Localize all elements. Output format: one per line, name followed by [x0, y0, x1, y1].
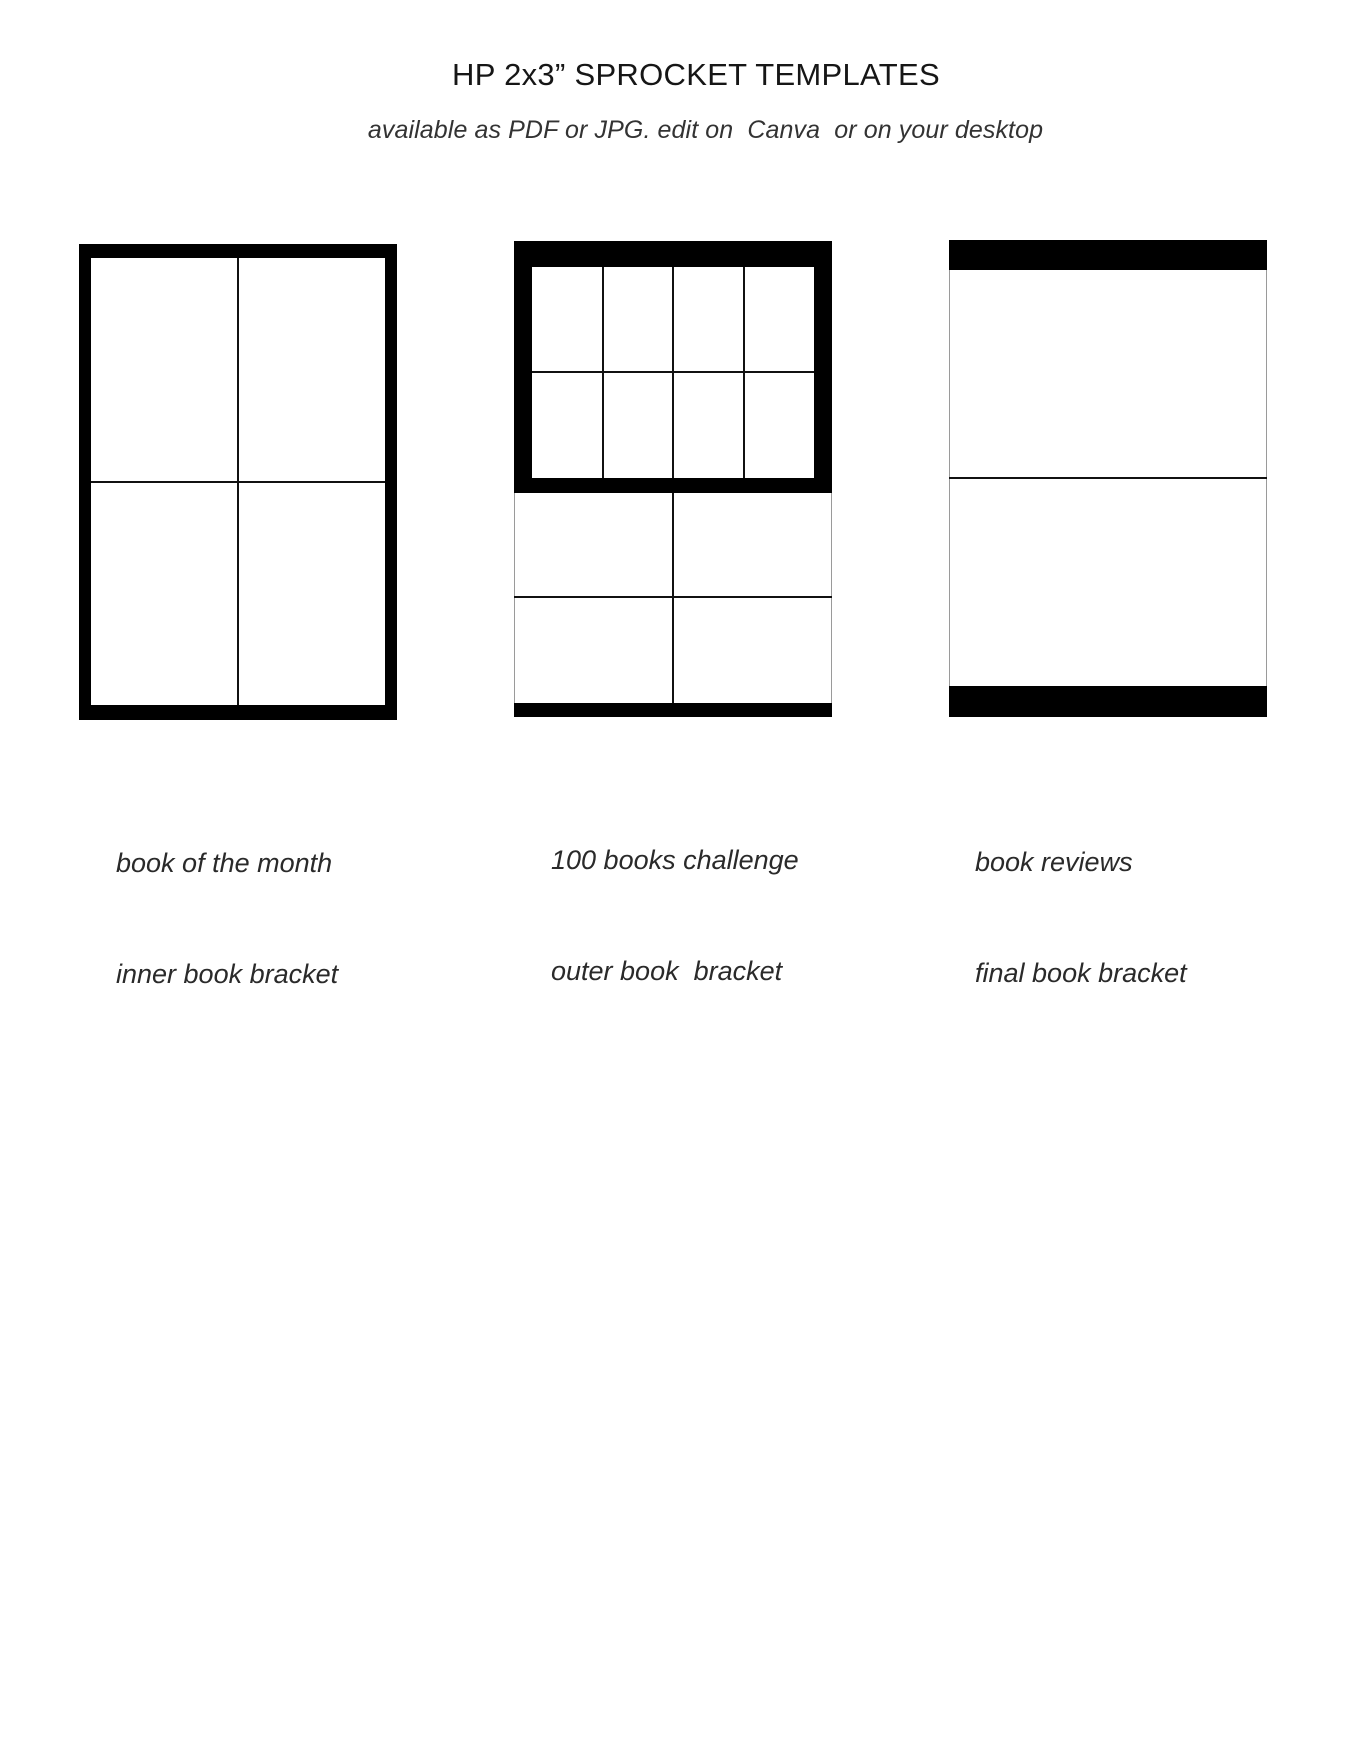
caption-book-reviews: [975, 770, 1187, 1066]
caption-line-1: 100 books challenge: [551, 845, 799, 875]
lower-edge-right: [831, 493, 832, 703]
lower-grid-horizontal: [514, 596, 832, 598]
grid-line-horizontal: [91, 481, 385, 483]
page-subtitle: available as PDF or JPG. edit on Canva or on your desktop: [367, 116, 1044, 144]
frame-border-left: [79, 244, 91, 720]
upper-frame-bottom-bar: [514, 478, 832, 493]
frame-border-right: [385, 244, 397, 720]
frame-border-top: [79, 244, 397, 258]
caption-line-2: final book bracket: [975, 958, 1187, 988]
caption-line-1: book of the month: [116, 848, 333, 878]
divider-horizontal: [949, 477, 1267, 479]
bottom-bar: [514, 703, 832, 717]
top-bar: [949, 240, 1267, 270]
template-book-of-the-month: [79, 244, 397, 720]
bottom-bar: [949, 686, 1267, 717]
upper-frame-top-bar: [514, 241, 832, 267]
upper-frame-left-bar: [514, 241, 532, 493]
lower-grid-vertical: [672, 493, 674, 703]
template-100-books-challenge: [514, 241, 832, 717]
page-title: HP 2x3” SPROCKET TEMPLATES: [452, 57, 940, 92]
template-book-reviews: [949, 240, 1267, 717]
caption-100-books-challenge: [551, 768, 799, 1064]
upper-grid-horizontal: [532, 371, 814, 373]
caption-line-2: inner book bracket: [116, 959, 339, 989]
frame-border-bottom: [79, 705, 397, 720]
upper-frame-right-bar: [814, 241, 832, 493]
lower-edge-left: [514, 493, 515, 703]
caption-line-1: book reviews: [975, 847, 1133, 877]
caption-book-of-the-month: [116, 771, 338, 1067]
caption-line-2: outer book bracket: [551, 956, 783, 986]
